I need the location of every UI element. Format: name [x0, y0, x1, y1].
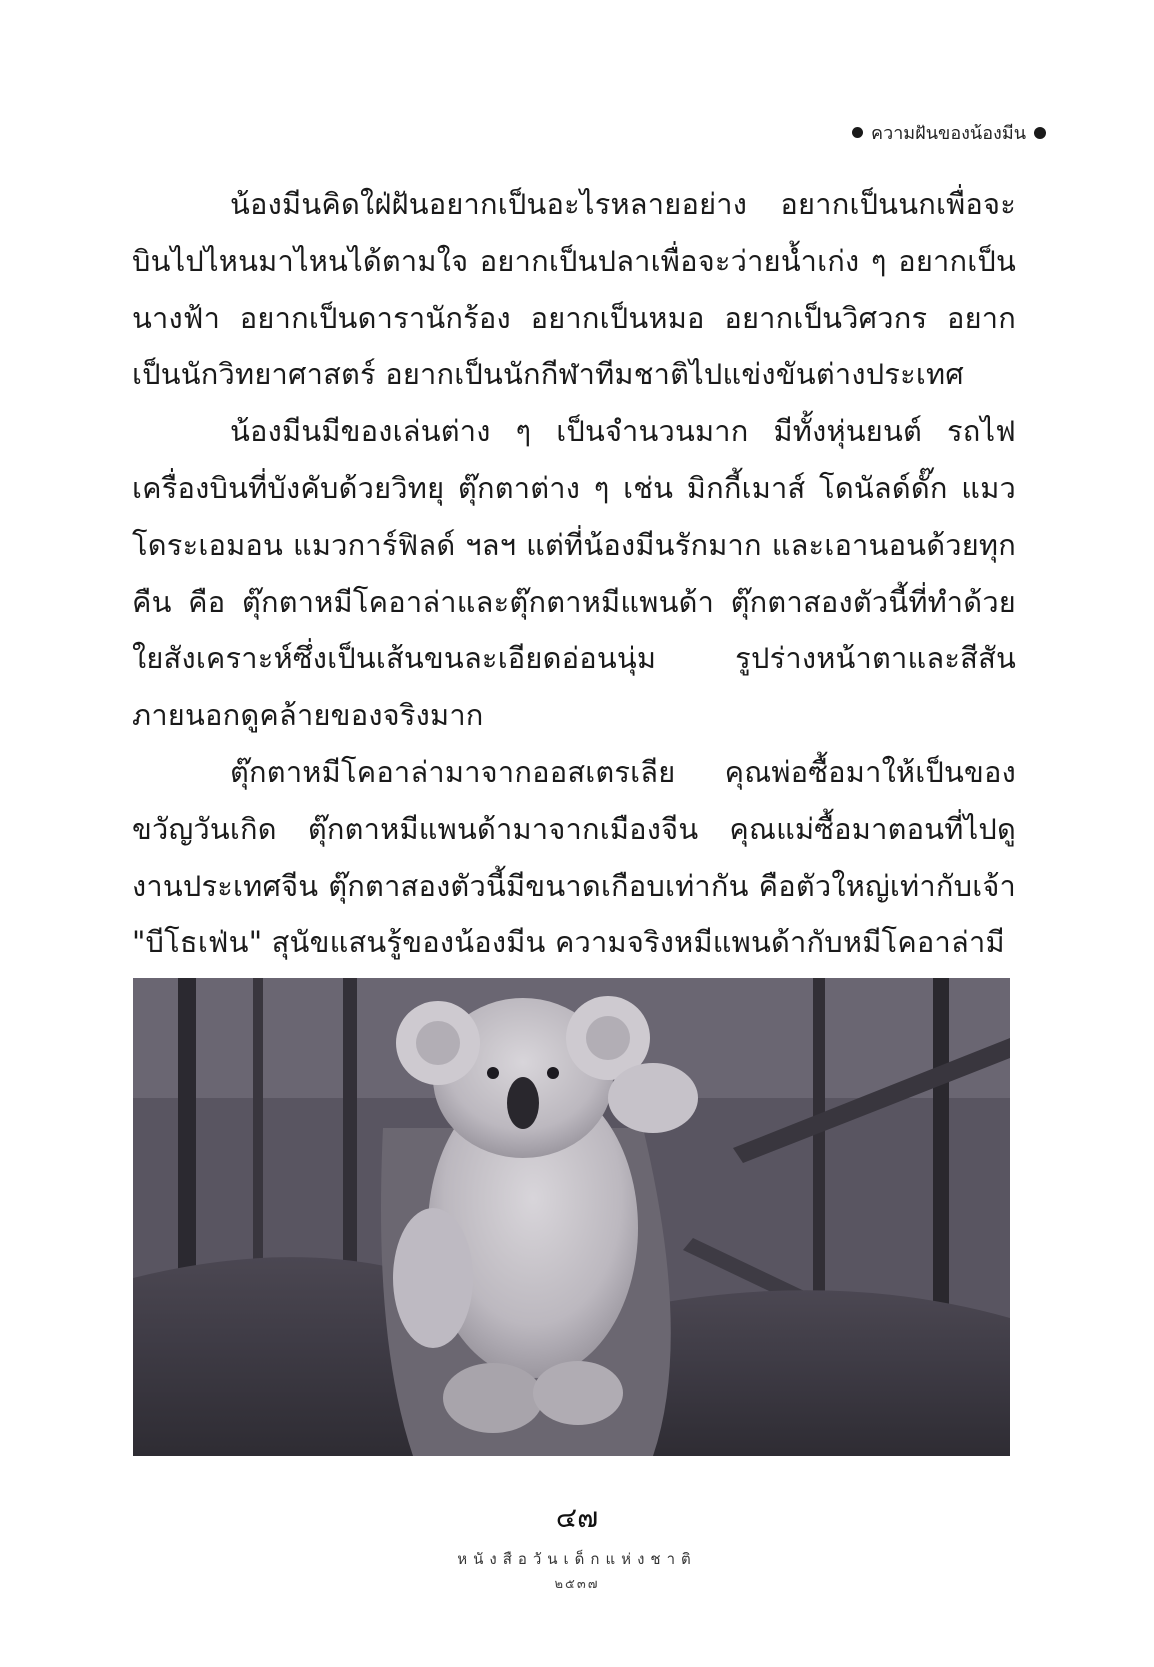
- page-number: ๔๗: [555, 1501, 599, 1534]
- bullet-icon: [1034, 127, 1046, 139]
- paragraph: น้องมีนคิดใฝ่ฝันอยากเป็นอะไรหลายอย่าง อยากเป็นนกเพื่อจะบินไปไหนมาไหนได้ตามใจ อยากเป็นปลาเพื่อจะว่ายน้ำเก่ง ๆ อยากเป็นนางฟ้า อยากเป็นดารานักร้อง อยากเป็นหมอ อยากเป็นวิศวกร อยากเป็นนักวิทยาศาสตร์ อยากเป็นนักกีฬาทีมชาติไปแข่งขันต่างประเทศ: [132, 187, 1016, 392]
- running-header-text: ความฝันของน้องมีน: [871, 123, 1026, 144]
- koala-photo: [133, 978, 1010, 1456]
- paragraph: น้องมีนมีของเล่นต่าง ๆ เป็นจำนวนมาก มีทั้งหุ่นยนต์ รถไฟ เครื่องบินที่บังคับด้วยวิทยุ ตุ๊กตาต่าง ๆ เช่น มิกกี้เมาส์ โดนัลด์ดั๊ก แมวโดระเอมอน แมวการ์ฟิลด์ ฯลฯ แต่ที่น้องมีนรักมาก และเอานอนด้วยทุกคืน คือ ตุ๊กตาหมีโคอาล่าและตุ๊กตาหมีแพนด้า ตุ๊กตาสองตัวนี้ที่ทำด้วยใยสังเคราะห์ซึ่งเป็นเส้นขนละเอียดอ่อนนุ่ม รูปร่างหน้าตาและสีสันภายนอกดูคล้ายของจริงมาก: [132, 414, 1016, 733]
- running-header: [852, 118, 1046, 147]
- bullet-icon: [852, 127, 863, 138]
- footer-title: หนังสือวันเด็กแห่งชาติ: [457, 1550, 697, 1568]
- footer-year: ๒๕๓๗: [554, 1577, 600, 1592]
- paragraph: ตุ๊กตาหมีโคอาล่ามาจากออสเตรเลีย คุณพ่อซื้อมาให้เป็นของขวัญวันเกิด ตุ๊กตาหมีแพนด้ามาจากเมืองจีน คุณแม่ซื้อมาตอนที่ไปดูงานประเทศจีน ตุ๊กตาสองตัวนี้มีขนาดเกือบเท่ากัน คือตัวใหญ่เท่ากับเจ้า "บีโธเฟ่น" สุนัขแสนรู้ของน้องมีน ความจริงหมีแพนด้ากับหมีโคอาล่ามี: [132, 754, 1016, 960]
- body-text: [132, 176, 1016, 971]
